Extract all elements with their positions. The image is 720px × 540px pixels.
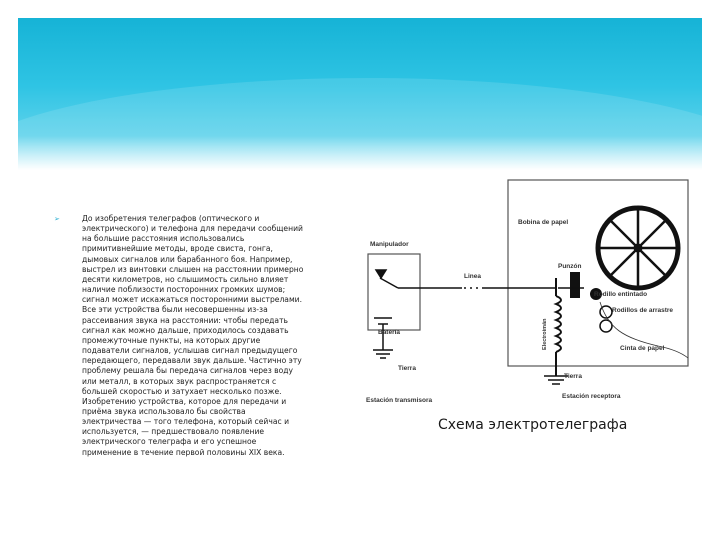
telegraph-diagram <box>358 178 694 410</box>
label-estacion-receptora: Estación receptora <box>562 393 621 400</box>
label-manipulador: Manipulador <box>370 241 409 248</box>
arrow-bullet-icon: ➢ <box>54 215 60 223</box>
label-rodillos-arrastre: Rodillos de arrastre <box>612 307 674 314</box>
telegraph-diagram-svg <box>358 178 694 410</box>
receptora-box <box>508 180 688 366</box>
label-linea: Linea <box>464 273 481 280</box>
body-paragraph: До изобретения телеграфов (оптического и электрического) и телефона для передачи сообщений на большие расстояния использовались примитивнейшие методы, вроде свиста, гонга, дымовых сигналов или барабанного боя. Например, выстрел из винтовки слышен на расстоянии примерно десяти километров, но слышимость сильно влияет наличие поблизости посторонних громких шумов; сигнал может искажаться посторонними выстрелами. Все эти устройства были несовершенны из-за рассеивания звука на расстоянии: чтобы передать сигнал как можно дальше, приходилось создавать промежуточные пункты, на которых другие подаватели сигналов, услышав сигнал предыдущего передающего, передавали звук дальше. Частично эту проблему решала бы передача сигналов через воду или металл, в которых звук распространяется с большей скоростью и затухает несколько позже. Изобретению устройства, которое для передачи и приёма звука использовало бы свойства электричества — того телефона, который сейчас и используется, — предшествовало появление электрического телеграфа и его успешное применение в течение первой половины XIX века. <box>82 214 304 457</box>
manipulator <box>376 270 410 288</box>
ground-left <box>373 350 393 358</box>
label-bateria: Batería <box>378 329 401 336</box>
diagram-caption: Схема электротелеграфа <box>438 417 628 433</box>
label-electroiman: Electroimán <box>542 318 548 350</box>
label-tierra-left: Tierra <box>398 365 416 372</box>
punzon <box>570 272 580 298</box>
label-rodillo-entintado: Rodillo entintado <box>594 291 648 298</box>
label-estacion-transmisora: Estación transmisora <box>366 397 433 404</box>
header-banner <box>18 18 702 170</box>
label-bobina: Bobina de papel <box>518 219 569 226</box>
electromagnet-coil <box>556 278 561 376</box>
banner-fade <box>18 136 702 170</box>
label-punzon: Punzón <box>558 263 582 270</box>
label-tierra-right: Tierra <box>564 373 582 380</box>
paper-roll-wheel <box>598 208 678 288</box>
label-cinta: Cinta de papel <box>620 345 665 352</box>
